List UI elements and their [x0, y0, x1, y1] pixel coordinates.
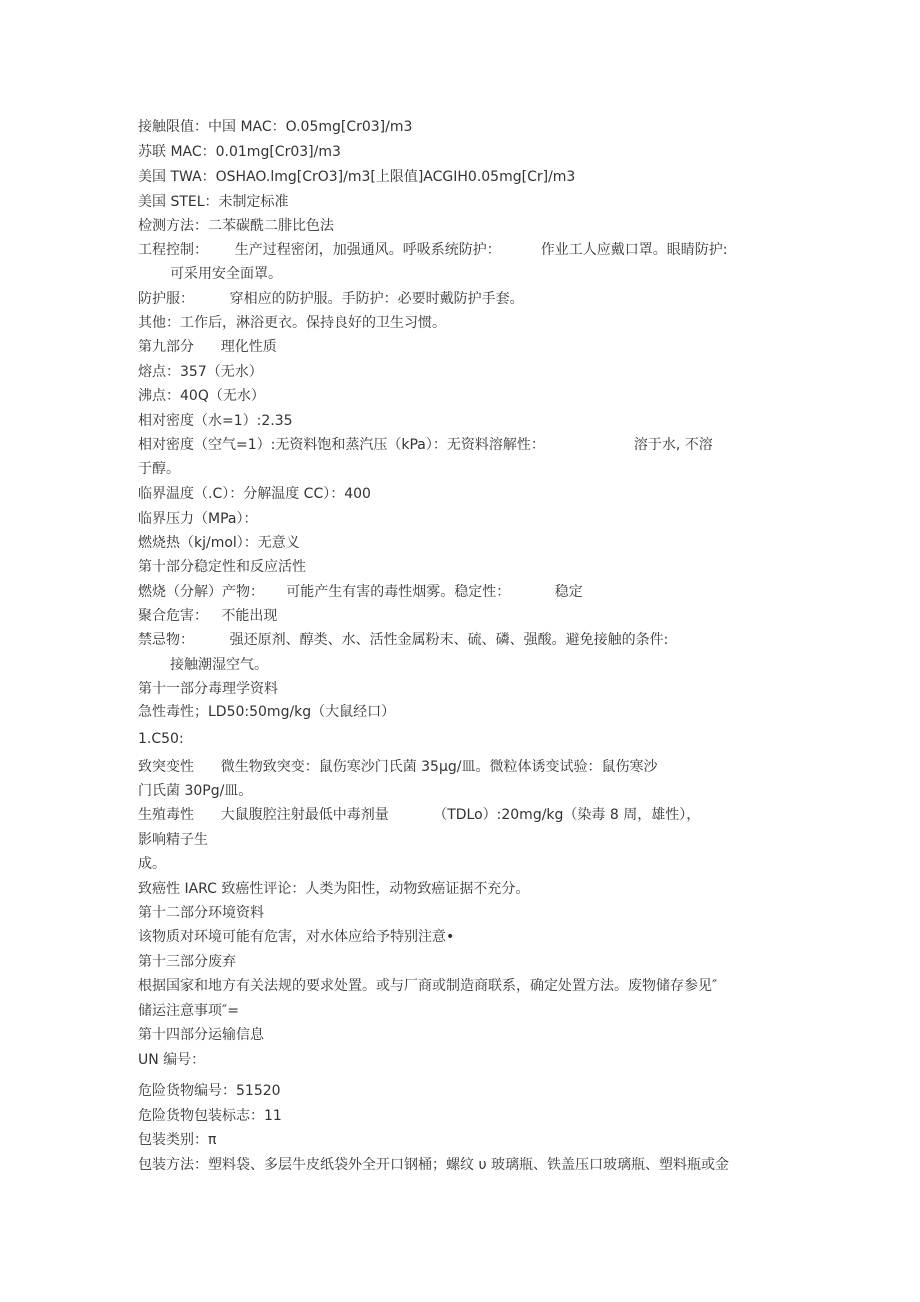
text-line: 沸点：40Q（无水）: [138, 388, 265, 404]
text-line: 熔点：357（无水）: [138, 364, 263, 380]
text-line: 燃烧热（kj/mol）：无意义: [138, 535, 300, 551]
text-line: 接触潮湿空气。: [170, 657, 268, 673]
text-line: 致突变性 微生物致突变：鼠伤寒沙门氏菌 35μg/皿。微粒体诱变试验：鼠伤寒沙: [138, 759, 658, 775]
text-line: 成。: [138, 856, 166, 872]
text-line: UN 编号：: [138, 1052, 206, 1068]
text-line: 1.C50:: [138, 731, 184, 747]
text-line: 临界压力（MPa）：: [138, 511, 258, 527]
text-line: 第十二部分环境资料: [138, 905, 264, 921]
text-line: 检测方法：二苯碳酰二腓比色法: [138, 218, 334, 234]
text-line: 可采用安全面罩。: [170, 266, 282, 282]
text-line: 根据国家和地方有关法规的要求处置。或与厂商或制造商联系，确定处置方法。废物储存参见″: [138, 978, 718, 994]
text-line: 其他：工作后，淋浴更衣。保持良好的卫生习惯。: [138, 315, 446, 331]
text-line: 影响精子生: [138, 832, 208, 848]
text-line: 第九部分 理化性质: [138, 339, 277, 355]
text-line: 危险货物包装标志：11: [138, 1108, 282, 1124]
text-line: 防护服： 穿相应的防护服。手防护：必要时戴防护手套。: [138, 291, 524, 307]
text-line: 第十部分稳定性和反应活性: [138, 559, 306, 575]
text-line: 急性毒性；LD50:50mg/kg（大鼠经口）: [138, 704, 396, 720]
text-line: 接触限值：中国 MAC：O.05mg[Cr03]/m3: [138, 119, 413, 135]
text-line: 禁忌物： 强还原剂、醇类、水、活性金属粉末、硫、磷、强酸。避免接触的条件:: [138, 632, 669, 648]
text-line: 第十一部分毒理学资料: [138, 681, 278, 697]
text-line: 第十四部分运输信息: [138, 1027, 264, 1043]
text-line: 相对密度（空气=1）:无资料饱和蒸汽压（kPa）：无资料溶解性： 溶于水, 不溶: [138, 437, 713, 453]
text-line: 包装类别：π: [138, 1132, 217, 1148]
text-line: 临界温度（.C）：分解温度 CC）：400: [138, 486, 371, 502]
text-line: 储运注意事项″=: [138, 1003, 239, 1019]
text-line: 该物质对环境可能有危害，对水体应给予特别注意•: [138, 929, 455, 945]
text-line: 生殖毒性 大鼠腹腔注射最低中毒剂量 （TDLo）:20mg/kg（染毒 8 周，雄性），: [138, 807, 701, 823]
text-line: 工程控制： 生产过程密闭，加强通风。呼吸系统防护： 作业工人应戴口罩。眼睛防护:: [138, 242, 728, 258]
text-line: 致癌性 IARC 致癌性评论：人类为阳性，动物致癌证据不充分。: [138, 881, 530, 897]
text-line: 包装方法：塑料袋、多层牛皮纸袋外全开口钢桶；螺纹 υ 玻璃瓶、铁盖压口玻璃瓶、塑料瓶或金: [138, 1157, 729, 1173]
text-line: 门氏菌 30Pg/皿。: [138, 783, 253, 799]
text-line: 第十三部分废弃: [138, 954, 236, 970]
text-line: 苏联 MAC：0.01mg[Cr03]/m3: [138, 144, 341, 160]
text-line: 危险货物编号：51520: [138, 1083, 281, 1099]
text-line: 于醇。: [138, 461, 180, 477]
text-line: 美国 TWA：OSHAO.lmg[CrO3]/m3[上限值]ACGIH0.05mg[Cr]/m3: [138, 169, 576, 185]
text-line: 燃烧（分解）产物： 可能产生有害的毒性烟雾。稳定性： 稳定: [138, 584, 583, 600]
text-line: 相对密度（水=1）:2.35: [138, 413, 293, 429]
text-line: 聚合危害： 不能出现: [138, 608, 278, 624]
text-line: 美国 STEL：未制定标准: [138, 194, 289, 210]
